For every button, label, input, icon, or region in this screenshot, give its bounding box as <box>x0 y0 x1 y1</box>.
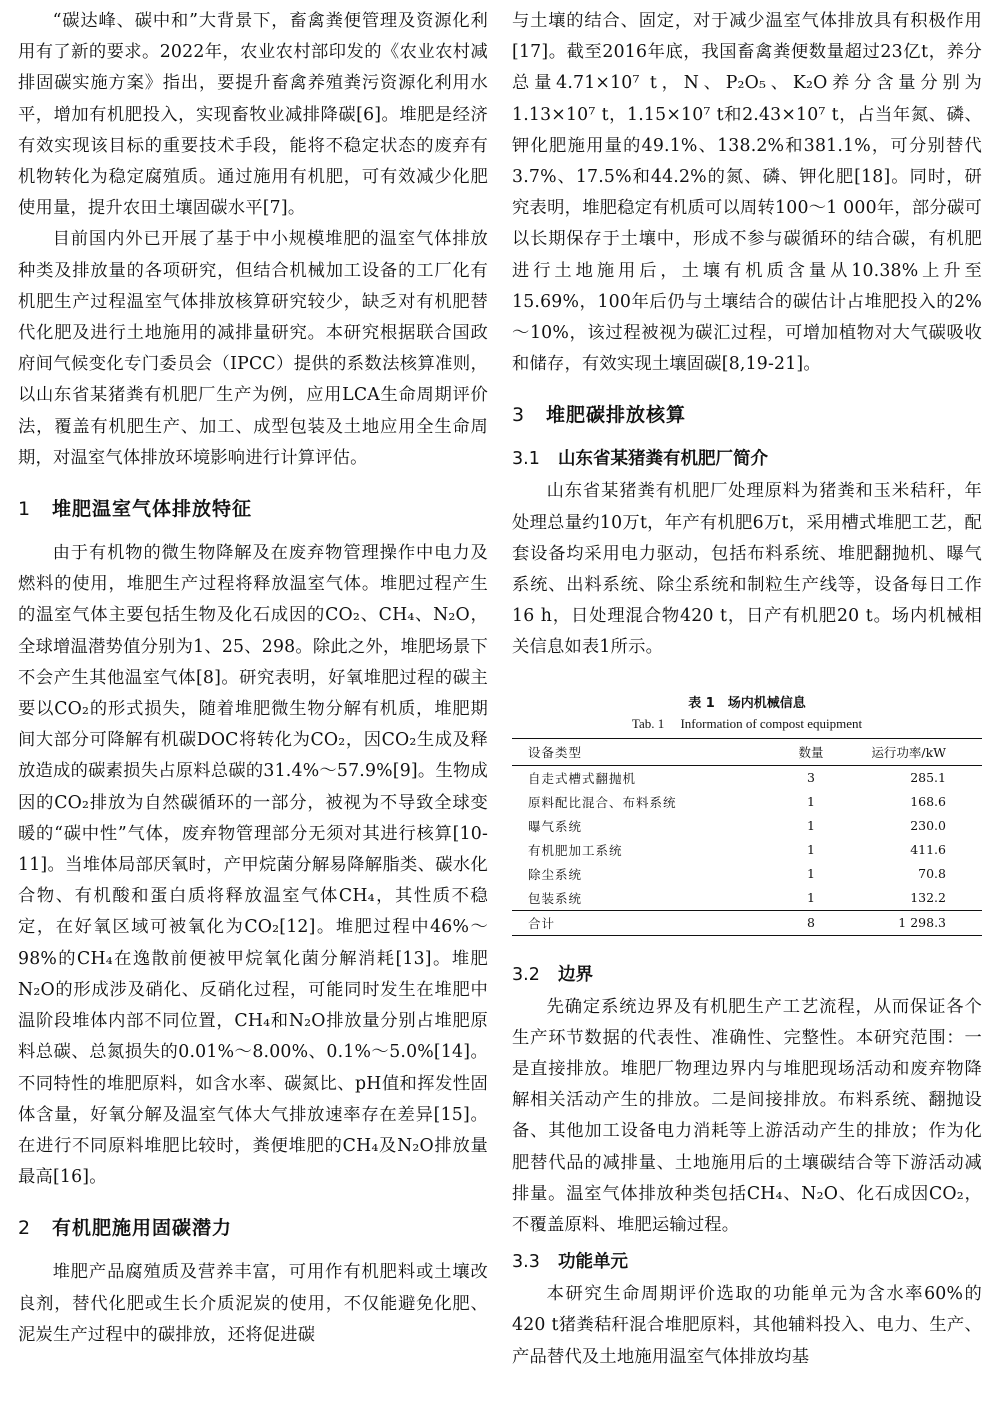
subsection-title: 山东省某猪粪有机肥厂简介 <box>558 449 768 470</box>
cell-quantity: 1 <box>807 794 815 810</box>
subsection-title: 边界 <box>558 964 593 985</box>
section-3-heading <box>512 400 982 430</box>
section-2-heading <box>18 1213 488 1243</box>
table-row <box>512 886 982 911</box>
subsection-number: 3.3 <box>512 1252 540 1273</box>
table-row <box>512 838 982 862</box>
cell-power: 411.6 <box>910 842 946 858</box>
cell-total-power: 1 298.3 <box>860 910 982 935</box>
cell-total-label: 合计 <box>512 910 762 935</box>
section-1-heading <box>18 494 488 524</box>
section-title: 堆肥碳排放核算 <box>546 404 687 427</box>
subsection-3-2-heading <box>512 960 982 990</box>
cell-equipment: 曝气系统 <box>528 818 583 834</box>
table-caption-english: Tab. 1 Information of compost equipment <box>631 715 863 731</box>
section-number: 1 <box>18 498 32 521</box>
cell-equipment: 自走式槽式翻抛机 <box>528 770 637 786</box>
paragraph-functional-unit: 本研究生命周期评价选取的功能单元为含水率60%的420 t猪粪秸秆混合堆肥原料，其他辅料投入、电力、生产、产品替代及土地施用温室气体排放均基 <box>512 1284 982 1367</box>
table-row <box>512 814 982 838</box>
table-row <box>512 862 982 886</box>
table-header-row <box>512 738 982 765</box>
table-total-row <box>512 910 982 935</box>
subsection-number: 3.2 <box>512 964 540 985</box>
right-column <box>512 6 982 1373</box>
equipment-table-block <box>512 694 982 936</box>
cell-quantity: 3 <box>807 770 815 786</box>
cell-total-quantity: 8 <box>762 910 860 935</box>
cell-quantity: 1 <box>807 818 815 834</box>
cell-power: 70.8 <box>918 866 946 882</box>
header-equipment-type: 设备类型 <box>512 738 762 765</box>
table-caption: 表 1 场内机械信息 <box>688 695 806 711</box>
cell-equipment: 除尘系统 <box>528 866 583 882</box>
section-number: 2 <box>18 1217 32 1240</box>
paragraph-carbon-sequestration-continued: 与土壤的结合、固定，对于减少温室气体排放具有积极作用[17]。截至2016年底，我国畜禽粪便数量超过23亿t，养分总量4.71×10⁷ t，N、P₂O₅、K₂O养分含量分别为1.13×10⁷ t，1.15×10⁷ t和2.43×10⁷ t，占当年氮、磷、钾化肥施用量的49.1%、138.2%和381.1%，可分别替代3.7%、17.5%和44.2%的氮、磷、钾化肥[18]。同时，研究表明，堆肥稳定有机质可以周转100～1 000年，部分碳可以长期保存于土壤中，形成不参与碳循环的结合碳，有机肥进行土地施用后，土壤有机质含量从10.38%上升至15.69%，100年后仍与土壤结合的碳估计占堆肥投入的2%～10%，该过程被视为碳汇过程，可增加植物对大气碳吸收和储存，有效实现土壤固碳[8,19-21]。 <box>512 11 982 375</box>
paragraph-intro: “碳达峰、碳中和”大背景下，畜禽粪便管理及资源化利用有了新的要求。2022年，农业农村部印发的《农业农村减排固碳实施方案》指出，要提升畜禽养殖粪污资源化利用水平，增加有机肥投入，实现畜牧业减排降碳[6]。堆肥是经济有效实现该目标的重要技术手段，能将不稳定状态的废弃有机物转化为稳定腐殖质。通过施用有机肥，可有效减少化肥使用量，提升农田土壤固碳水平[7]。 <box>18 11 488 219</box>
subsection-3-3-heading <box>512 1247 982 1277</box>
cell-equipment: 原料配比混合、布料系统 <box>528 794 677 810</box>
table-row <box>512 790 982 814</box>
section-title: 有机肥施用固碳潜力 <box>52 1217 233 1240</box>
paragraph-boundary: 先确定系统边界及有机肥生产工艺流程，从而保证各个生产环节数据的代表性、准确性、完整性。本研究范围：一是直接排放。堆肥厂物理边界内与堆肥现场活动和废弃物降解相关活动产生的排放。二是间接排放。布料系统、翻抛设备、其他加工设备电力消耗等上游活动产生的排放；作为化肥替代品的减排量、土地施用后的土壤碳结合等下游活动减排量。温室气体排放种类包括CH₄、N₂O、化石成因CO₂，不覆盖原料、堆肥运输过程。 <box>512 996 982 1236</box>
equipment-table <box>512 738 982 936</box>
cell-power: 285.1 <box>910 770 946 786</box>
section-title: 堆肥温室气体排放特征 <box>52 498 253 521</box>
header-quantity: 数量 <box>762 738 860 765</box>
table-row <box>512 765 982 790</box>
cell-quantity: 1 <box>807 890 815 906</box>
cell-power: 230.0 <box>910 818 946 834</box>
cell-power: 168.6 <box>910 794 946 810</box>
paragraph-emission-features: 由于有机物的微生物降解及在废弃物管理操作中电力及燃料的使用，堆肥生产过程将释放温室气体。堆肥过程产生的温室气体主要包括生物及化石成因的CO₂、CH₄、N₂O，全球增温潜势值分别为1、25、298。除此之外，堆肥场景下不会产生其他温室气体[8]。研究表明，好氧堆肥过程的碳主要以CO₂的形式损失，随着堆肥微生物分解有机质，堆肥期间大部分可降解有机碳DOC将转化为CO₂，因CO₂生成及释放造成的碳素损失占原料总碳的31.4%～57.9%[9]。生物成因的CO₂排放为自然碳循环的一部分，被视为不导致全球变暖的“碳中性”气体，废弃物管理部分无须对其进行核算[10-11]。当堆体局部厌氧时，产甲烷菌分解易降解脂类、碳水化合物、有机酸和蛋白质将释放温室气体CH₄，其性质不稳定，在好氧区域可被氧化为CO₂[12]。堆肥过程中46%～98%的CH₄在逸散前便被甲烷氧化菌分解消耗[13]。堆肥N₂O的形成涉及硝化、反硝化过程，可能同时发生在堆肥中温阶段堆体内部不同位置，CH₄和N₂O排放量分别占堆肥原料总碳、总氮损失的0.01%～8.00%、0.1%～5.0%[14]。不同特性的堆肥原料，如含水率、碳氮比、pH值和挥发性固体含量，好氧分解及温室气体大气排放速率存在差异[15]。在进行不同原料堆肥比较时，粪便堆肥的CH₄及N₂O排放量最高[16]。 <box>18 543 488 1188</box>
paragraph-carbon-sequestration: 堆肥产品腐殖质及营养丰富，可用作有机肥料或土壤改良剂，替代化肥或生长介质泥炭的使用，不仅能避免化肥、泥炭生产过程中的碳排放，还将促进碳 <box>18 1262 488 1345</box>
cell-equipment: 有机肥加工系统 <box>528 842 623 858</box>
cell-power: 132.2 <box>910 890 946 906</box>
subsection-number: 3.1 <box>512 449 540 470</box>
paragraph-research-gap: 目前国内外已开展了基于中小规模堆肥的温室气体排放种类及排放量的各项研究，但结合机械加工设备的工厂化有机肥生产过程温室气体排放核算研究较少，缺乏对有机肥替代化肥及进行土地施用的减排量研究。本研究根据联合国政府间气候变化专门委员会（IPCC）提供的系数法核算准则，以山东省某猪粪有机肥厂生产为例，应用LCA生命周期评价法，覆盖有机肥生产、加工、成型包装及土地应用全生命周期，对温室气体排放环境影响进行计算评估。 <box>18 229 488 468</box>
paragraph-plant-intro: 山东省某猪粪有机肥厂处理原料为猪粪和玉米秸秆，年处理总量约10万t，年产有机肥6万t，采用槽式堆肥工艺，配套设备均采用电力驱动，包括布料系统、堆肥翻抛机、曝气系统、出料系统、除尘系统和制粒生产线等，设备每日工作16 h，日处理混合物420 t，日产有机肥20 t。场内机械相关信息如表1所示。 <box>512 481 982 658</box>
section-number: 3 <box>512 404 526 427</box>
subsection-title: 功能单元 <box>558 1252 628 1273</box>
subsection-3-1-heading <box>512 444 982 474</box>
cell-quantity: 1 <box>807 842 815 858</box>
cell-quantity: 1 <box>807 866 815 882</box>
header-power: 运行功率/kW <box>860 738 982 765</box>
left-column <box>18 6 488 1351</box>
cell-equipment: 包装系统 <box>528 890 583 906</box>
